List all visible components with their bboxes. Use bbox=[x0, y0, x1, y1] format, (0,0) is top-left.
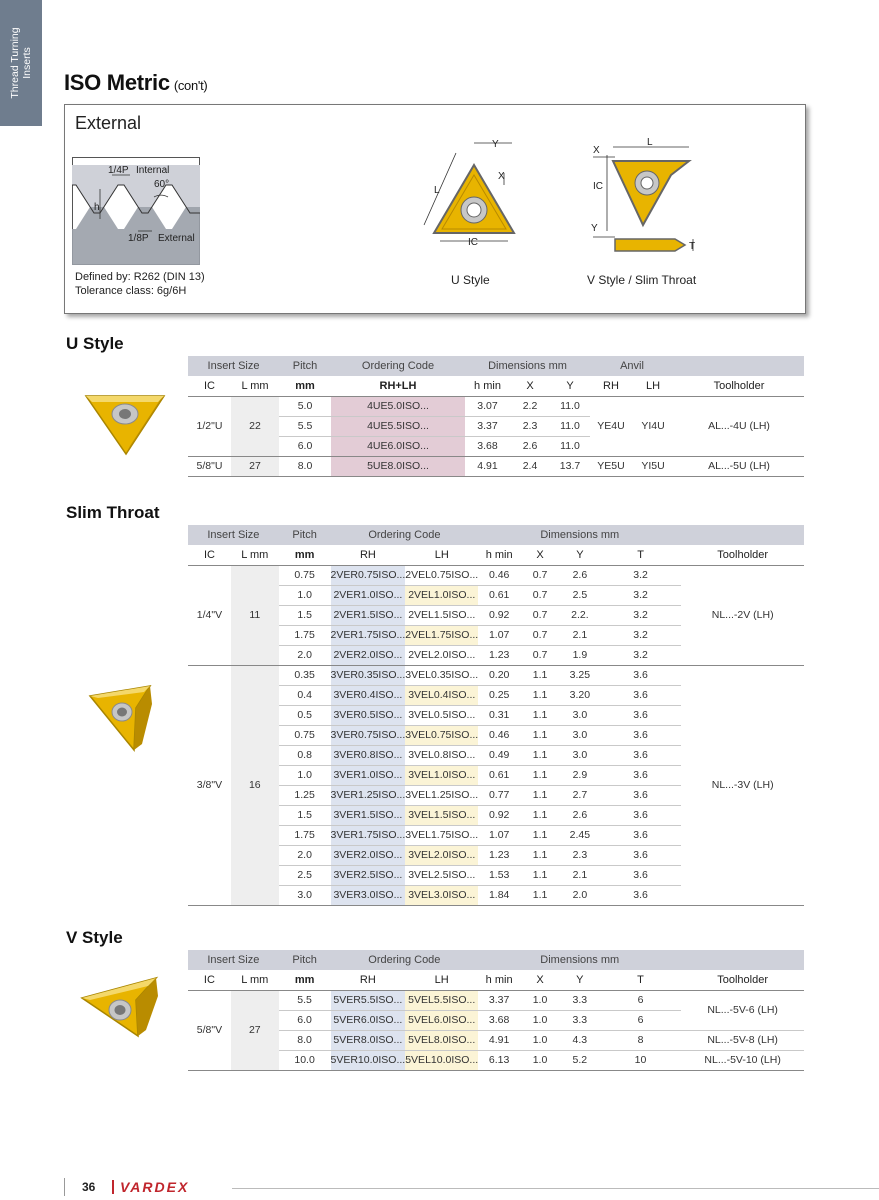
v-dim-l: L bbox=[647, 137, 653, 148]
slim-col-h: h min bbox=[478, 545, 520, 565]
u-dim-ic: IC bbox=[468, 237, 478, 248]
v-col-y: Y bbox=[560, 970, 600, 990]
external-info-box bbox=[64, 104, 806, 314]
v-dim-y: Y bbox=[591, 223, 598, 234]
table-row: 6.0 4UE6.0ISO... 3.68 2.6 11.0 bbox=[188, 436, 804, 456]
slim-col-t: T bbox=[600, 545, 682, 565]
v-col-ic: IC bbox=[188, 970, 231, 990]
u-col-ic: IC bbox=[188, 376, 231, 396]
page-title: ISO Metric (con't) bbox=[64, 70, 208, 95]
v-column-header-row bbox=[188, 970, 804, 990]
v-style-caption: V Style / Slim Throat bbox=[587, 273, 697, 287]
u-group-header-row bbox=[188, 356, 804, 376]
u-column-header-row bbox=[188, 376, 804, 396]
slim-col-toolholder: Toolholder bbox=[681, 545, 804, 565]
v-dim-ic: IC bbox=[593, 181, 603, 192]
table-row: 6.0 5VER6.0ISO... 5VEL6.0ISO... 3.68 1.0 3.3 6 bbox=[188, 1010, 804, 1030]
slim-col-rh: RH bbox=[331, 545, 406, 565]
v-style-dimension-diagram bbox=[585, 135, 705, 265]
slim-column-header-row bbox=[188, 545, 804, 565]
u-style-title: U Style bbox=[66, 334, 124, 353]
table-row: 1.75 2VER1.75ISO... 2VEL1.75ISO... 1.07 0.7 2.1 3.2 bbox=[188, 625, 804, 645]
slim-col-pitch: mm bbox=[279, 545, 331, 565]
u-gh-dimensions: Dimensions mm bbox=[465, 356, 590, 376]
external-title: External bbox=[75, 113, 142, 133]
v-gh-dimensions: Dimensions mm bbox=[478, 950, 681, 970]
brand-logo: VARDEX bbox=[120, 1179, 190, 1195]
v-col-rh: RH bbox=[331, 970, 406, 990]
u-col-lh: LH bbox=[632, 376, 674, 396]
v-gh-insert-size: Insert Size bbox=[188, 950, 279, 970]
page-number: 36 bbox=[82, 1180, 96, 1194]
side-tab-label: Thread Turning Inserts bbox=[9, 27, 33, 99]
defined-by-text: Defined by: R262 (DIN 13) bbox=[75, 271, 205, 283]
u-col-code: RH+LH bbox=[331, 376, 465, 396]
table-row: 3/8"V 16 0.35 3VER0.35ISO... 3VEL0.35ISO... 0.20 1.1 3.25 3.6 NL...-3V (LH) bbox=[188, 665, 804, 685]
table-row: 0.5 3VER0.5ISO... 3VEL0.5ISO... 0.31 1.1 3.0 3.6 bbox=[188, 705, 804, 725]
slim-throat-insert-image bbox=[88, 684, 156, 754]
u-dim-y: Y bbox=[492, 139, 499, 150]
slim-col-ic: IC bbox=[188, 545, 231, 565]
footer-divider bbox=[64, 1178, 65, 1196]
table-row: 0.8 3VER0.8ISO... 3VEL0.8ISO... 0.49 1.1 3.0 3.6 bbox=[188, 745, 804, 765]
table-row: 5.5 4UE5.5ISO... 3.37 2.3 11.0 bbox=[188, 416, 804, 436]
slim-gh-pitch: Pitch bbox=[279, 525, 331, 545]
label-external: External bbox=[158, 233, 195, 244]
table-row: 5/8"V 27 5.5 5VER5.5ISO... 5VEL5.5ISO... 3.37 1.0 3.3 6 NL...-5V-6 (LH) bbox=[188, 990, 804, 1010]
u-col-h: h min bbox=[465, 376, 510, 396]
slim-throat-title: Slim Throat bbox=[66, 503, 160, 522]
u-gh-insert-size: Insert Size bbox=[188, 356, 279, 376]
u-style-dimension-diagram bbox=[420, 135, 530, 250]
v-style-title: V Style bbox=[66, 928, 123, 947]
section-side-tab bbox=[0, 0, 42, 126]
v-col-pitch: mm bbox=[279, 970, 331, 990]
slim-gh-dimensions: Dimensions mm bbox=[478, 525, 681, 545]
table-row: 5/8"U 27 8.0 5UE8.0ISO... 4.91 2.4 13.7 YE5U YI5U AL...-5U (LH) bbox=[188, 456, 804, 476]
v-gh-ordering-code: Ordering Code bbox=[331, 950, 479, 970]
v-gh-pitch: Pitch bbox=[279, 950, 331, 970]
footer-rule bbox=[232, 1188, 879, 1189]
v-style-insert-image bbox=[80, 974, 160, 1038]
v-col-x: X bbox=[520, 970, 560, 990]
table-row: 2.0 3VER2.0ISO... 3VEL2.0ISO... 1.23 1.1 2.3 3.6 bbox=[188, 845, 804, 865]
table-row: 1.0 3VER1.0ISO... 3VEL1.0ISO... 0.61 1.1 2.9 3.6 bbox=[188, 765, 804, 785]
v-style-table bbox=[188, 950, 804, 1071]
v-col-lh: LH bbox=[405, 970, 478, 990]
table-row: 2.0 2VER2.0ISO... 2VEL2.0ISO... 1.23 0.7 1.9 3.2 bbox=[188, 645, 804, 665]
logo-mark bbox=[112, 1180, 114, 1194]
u-col-y: Y bbox=[550, 376, 590, 396]
u-style-caption: U Style bbox=[451, 273, 490, 287]
label-internal: Internal bbox=[136, 165, 170, 176]
slim-group-header-row bbox=[188, 525, 804, 545]
u-gh-anvil: Anvil bbox=[590, 356, 674, 376]
table-row: 1.25 3VER1.25ISO... 3VEL1.25ISO... 0.77 1.1 2.7 3.6 bbox=[188, 785, 804, 805]
table-row: 0.75 3VER0.75ISO... 3VEL0.75ISO... 0.46 1.1 3.0 3.6 bbox=[188, 725, 804, 745]
tolerance-text: Tolerance class: 6g/6H bbox=[75, 285, 187, 297]
table-row: 1.75 3VER1.75ISO... 3VEL1.75ISO... 1.07 1.1 2.45 3.6 bbox=[188, 825, 804, 845]
table-row: 1.0 2VER1.0ISO... 2VEL1.0ISO... 0.61 0.7 2.5 3.2 bbox=[188, 585, 804, 605]
slim-throat-table bbox=[188, 525, 804, 906]
u-gh-pitch: Pitch bbox=[279, 356, 331, 376]
thread-profile-diagram bbox=[72, 157, 200, 265]
u-gh-ordering-code: Ordering Code bbox=[331, 356, 465, 376]
v-group-header-row bbox=[188, 950, 804, 970]
slim-col-l: L mm bbox=[231, 545, 279, 565]
u-style-table bbox=[188, 356, 804, 477]
u-style-insert-image bbox=[82, 388, 168, 458]
slim-throat-table-body bbox=[188, 565, 804, 905]
table-row: 1.5 2VER1.5ISO... 2VEL1.5ISO... 0.92 0.7 2.2. 3.2 bbox=[188, 605, 804, 625]
table-row: 10.0 5VER10.0ISO... 5VEL10.0ISO... 6.13 1.0 5.2 10 NL...-5V-10 (LH) bbox=[188, 1050, 804, 1070]
u-col-l: L mm bbox=[231, 376, 279, 396]
v-dim-x: X bbox=[593, 145, 600, 156]
slim-col-x: X bbox=[520, 545, 560, 565]
label-angle: 60° bbox=[154, 179, 170, 190]
table-row: 2.5 3VER2.5ISO... 3VEL2.5ISO... 1.53 1.1 2.1 3.6 bbox=[188, 865, 804, 885]
v-col-l: L mm bbox=[231, 970, 279, 990]
table-row: 1/2"U 22 5.0 4UE5.0ISO... 3.07 2.2 11.0 YE4U YI4U AL...-4U (LH) bbox=[188, 396, 804, 416]
label-quarter-p: 1/4P bbox=[108, 165, 129, 176]
u-col-rh: RH bbox=[590, 376, 632, 396]
v-dim-t: T bbox=[689, 241, 696, 252]
label-h: h bbox=[94, 202, 100, 213]
label-eighth-p: 1/8P bbox=[128, 233, 149, 244]
u-dim-x: X bbox=[498, 171, 505, 182]
slim-gh-ordering-code: Ordering Code bbox=[331, 525, 479, 545]
table-row: 1.5 3VER1.5ISO... 3VEL1.5ISO... 0.92 1.1 2.6 3.6 bbox=[188, 805, 804, 825]
u-col-pitch: mm bbox=[279, 376, 331, 396]
u-col-x: X bbox=[510, 376, 550, 396]
slim-col-y: Y bbox=[560, 545, 600, 565]
v-col-h: h min bbox=[478, 970, 520, 990]
v-col-toolholder: Toolholder bbox=[681, 970, 804, 990]
u-dim-l: L bbox=[434, 185, 440, 196]
table-row: 0.4 3VER0.4ISO... 3VEL0.4ISO... 0.25 1.1 3.20 3.6 bbox=[188, 685, 804, 705]
table-row: 3.0 3VER3.0ISO... 3VEL3.0ISO... 1.84 1.1 2.0 3.6 bbox=[188, 885, 804, 905]
table-row: 1/4"V 11 0.75 2VER0.75ISO... 2VEL0.75ISO... 0.46 0.7 2.6 3.2 NL...-2V (LH) bbox=[188, 565, 804, 585]
v-col-t: T bbox=[600, 970, 682, 990]
slim-col-lh: LH bbox=[405, 545, 478, 565]
u-col-toolholder: Toolholder bbox=[674, 376, 804, 396]
table-row: 8.0 5VER8.0ISO... 5VEL8.0ISO... 4.91 1.0 4.3 8 NL...-5V-8 (LH) bbox=[188, 1030, 804, 1050]
slim-gh-insert-size: Insert Size bbox=[188, 525, 279, 545]
